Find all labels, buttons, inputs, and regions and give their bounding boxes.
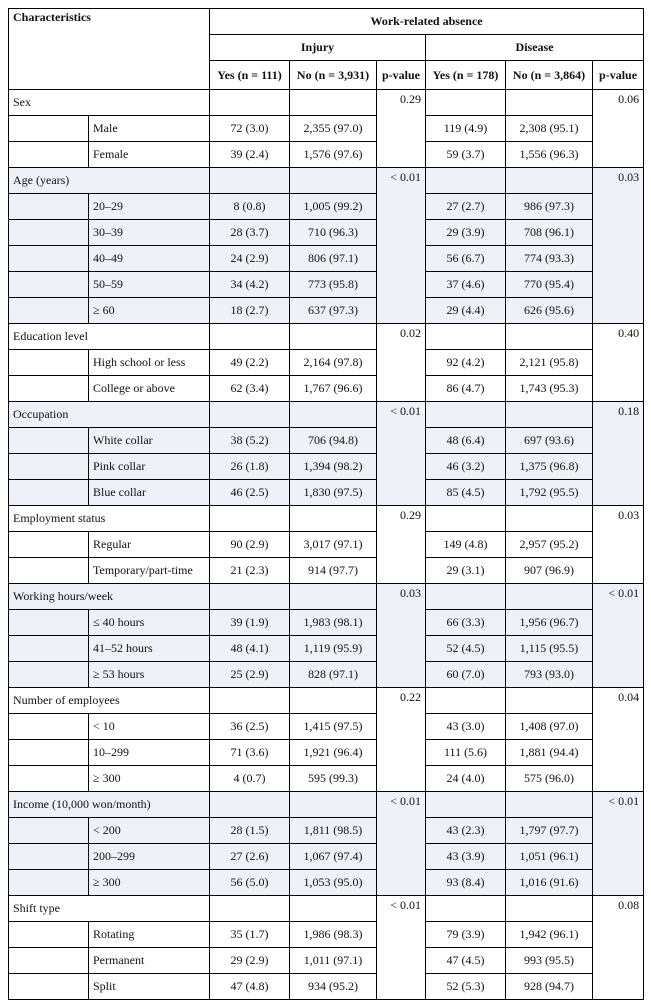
injury-yes-value: 48 (4.1) [210,636,290,662]
table-row [9,246,644,272]
empty-cell [506,896,593,922]
injury-pvalue: 0.03 [377,584,426,688]
empty-cell [506,168,593,194]
table-row [9,428,644,454]
injury-no-value: 710 (96.3) [290,220,377,246]
table-row [9,194,644,220]
table-row [9,272,644,298]
injury-yes-header: Yes (n = 111) [210,61,290,90]
injury-no-value: 1,767 (96.6) [290,376,377,402]
injury-pvalue: 0.22 [377,688,426,792]
disease-yes-value: 29 (4.4) [426,298,506,324]
category-label: Education level [9,324,210,350]
empty-cell [210,792,290,818]
injury-yes-value: 39 (1.9) [210,610,290,636]
indent-cell [9,116,89,142]
disease-yes-value: 111 (5.6) [426,740,506,766]
subcategory-label: White collar [89,428,210,454]
disease-no-value: 1,016 (91.6) [506,870,593,896]
injury-no-value: 828 (97.1) [290,662,377,688]
table-row [9,818,644,844]
injury-yes-value: 28 (3.7) [210,220,290,246]
disease-yes-value: 93 (8.4) [426,870,506,896]
subcategory-label: Regular [89,532,210,558]
disease-pvalue: 0.06 [593,90,644,168]
category-row [9,168,644,194]
disease-yes-value: 52 (4.5) [426,636,506,662]
disease-yes-value: 119 (4.9) [426,116,506,142]
table-row [9,844,644,870]
disease-no-value: 708 (96.1) [506,220,593,246]
injury-yes-value: 28 (1.5) [210,818,290,844]
disease-yes-value: 52 (5.3) [426,974,506,1000]
disease-no-value: 986 (97.3) [506,194,593,220]
subcategory-label: 200–299 [89,844,210,870]
subcategory-label: Permanent [89,948,210,974]
disease-no-value: 793 (93.0) [506,662,593,688]
table-row [9,948,644,974]
table-row [9,636,644,662]
category-row [9,324,644,350]
category-row [9,792,644,818]
injury-no-value: 934 (95.2) [290,974,377,1000]
empty-cell [426,168,506,194]
disease-no-value: 626 (95.6) [506,298,593,324]
disease-pvalue: 0.40 [593,324,644,402]
disease-yes-value: 47 (4.5) [426,948,506,974]
disease-no-value: 2,121 (95.8) [506,350,593,376]
disease-pvalue: 0.03 [593,506,644,584]
category-label: Number of employees [9,688,210,714]
disease-no-value: 2,308 (95.1) [506,116,593,142]
injury-yes-value: 38 (5.2) [210,428,290,454]
subcategory-label: College or above [89,376,210,402]
disease-no-value: 928 (94.7) [506,974,593,1000]
table-row [9,870,644,896]
empty-cell [210,688,290,714]
injury-no-value: 1,415 (97.5) [290,714,377,740]
injury-yes-value: 25 (2.9) [210,662,290,688]
empty-cell [426,688,506,714]
indent-cell [9,610,89,636]
empty-cell [290,792,377,818]
category-row [9,402,644,428]
indent-cell [9,194,89,220]
table-header [9,9,644,90]
table-row [9,454,644,480]
empty-cell [506,688,593,714]
disease-no-header: No (n = 3,864) [506,61,593,90]
empty-cell [426,324,506,350]
disease-no-value: 1,115 (95.5) [506,636,593,662]
indent-cell [9,974,89,1000]
disease-pvalue: 0.18 [593,402,644,506]
indent-cell [9,714,89,740]
subcategory-label: < 200 [89,818,210,844]
injury-no-value: 2,355 (97.0) [290,116,377,142]
empty-cell [506,324,593,350]
empty-cell [210,324,290,350]
injury-no-value: 1,119 (95.9) [290,636,377,662]
indent-cell [9,922,89,948]
empty-cell [290,324,377,350]
disease-yes-value: 60 (7.0) [426,662,506,688]
category-label: Income (10,000 won/month) [9,792,210,818]
injury-no-value: 1,830 (97.5) [290,480,377,506]
injury-yes-value: 29 (2.9) [210,948,290,974]
disease-pvalue: < 0.01 [593,792,644,896]
injury-no-value: 1,011 (97.1) [290,948,377,974]
disease-yes-value: 43 (3.0) [426,714,506,740]
injury-yes-value: 36 (2.5) [210,714,290,740]
category-row [9,506,644,532]
indent-cell [9,532,89,558]
table-row [9,532,644,558]
injury-no-value: 806 (97.1) [290,246,377,272]
subcategory-label: Female [89,142,210,168]
category-label: Age (years) [9,168,210,194]
subcategory-label: 50–59 [89,272,210,298]
subcategory-label: 20–29 [89,194,210,220]
disease-yes-value: 149 (4.8) [426,532,506,558]
injury-no-value: 595 (99.3) [290,766,377,792]
disease-yes-value: 29 (3.9) [426,220,506,246]
subcategory-label: < 10 [89,714,210,740]
injury-no-value: 1,811 (98.5) [290,818,377,844]
category-row [9,688,644,714]
disease-no-value: 1,792 (95.5) [506,480,593,506]
table-row [9,610,644,636]
subcategory-label: 41–52 hours [89,636,210,662]
injury-yes-value: 49 (2.2) [210,350,290,376]
subcategory-label: High school or less [89,350,210,376]
injury-no-value: 1,576 (97.6) [290,142,377,168]
injury-yes-value: 4 (0.7) [210,766,290,792]
table-row [9,974,644,1000]
category-label: Sex [9,90,210,116]
indent-cell [9,376,89,402]
disease-yes-value: 43 (2.3) [426,818,506,844]
subcategory-label: ≤ 40 hours [89,610,210,636]
empty-cell [506,402,593,428]
disease-no-value: 907 (96.9) [506,558,593,584]
injury-yes-value: 8 (0.8) [210,194,290,220]
category-label: Shift type [9,896,210,922]
indent-cell [9,636,89,662]
injury-no-value: 773 (95.8) [290,272,377,298]
table-row [9,662,644,688]
injury-header: Injury [210,35,426,61]
empty-cell [426,792,506,818]
disease-yes-value: 56 (6.7) [426,246,506,272]
category-row [9,584,644,610]
injury-yes-value: 62 (3.4) [210,376,290,402]
disease-no-value: 1,556 (96.3) [506,142,593,168]
disease-yes-value: 29 (3.1) [426,558,506,584]
empty-cell [426,896,506,922]
indent-cell [9,766,89,792]
empty-cell [290,90,377,116]
disease-yes-value: 48 (6.4) [426,428,506,454]
disease-yes-value: 66 (3.3) [426,610,506,636]
disease-no-value: 1,797 (97.7) [506,818,593,844]
injury-no-value: 1,394 (98.2) [290,454,377,480]
disease-no-value: 1,743 (95.3) [506,376,593,402]
indent-cell [9,558,89,584]
subcategory-label: 10–299 [89,740,210,766]
injury-no-value: 2,164 (97.8) [290,350,377,376]
category-row [9,896,644,922]
empty-cell [506,90,593,116]
indent-cell [9,740,89,766]
injury-no-value: 1,005 (99.2) [290,194,377,220]
indent-cell [9,662,89,688]
table-row [9,142,644,168]
injury-yes-value: 47 (4.8) [210,974,290,1000]
disease-pvalue-header: p-value [593,61,644,90]
indent-cell [9,272,89,298]
injury-yes-value: 18 (2.7) [210,298,290,324]
injury-yes-value: 34 (4.2) [210,272,290,298]
indent-cell [9,948,89,974]
indent-cell [9,220,89,246]
empty-cell [426,90,506,116]
injury-pvalue: < 0.01 [377,896,426,1000]
injury-pvalue: 0.29 [377,90,426,168]
empty-cell [506,792,593,818]
category-label: Working hours/week [9,584,210,610]
disease-no-value: 993 (95.5) [506,948,593,974]
empty-cell [290,896,377,922]
disease-yes-value: 46 (3.2) [426,454,506,480]
injury-yes-value: 24 (2.9) [210,246,290,272]
disease-no-value: 770 (95.4) [506,272,593,298]
injury-no-value: 1,921 (96.4) [290,740,377,766]
injury-no-header: No (n = 3,931) [290,61,377,90]
disease-yes-value: 27 (2.7) [426,194,506,220]
disease-yes-value: 37 (4.6) [426,272,506,298]
table-row [9,116,644,142]
disease-pvalue: 0.04 [593,688,644,792]
indent-cell [9,428,89,454]
injury-pvalue-header: p-value [377,61,426,90]
disease-no-value: 1,881 (94.4) [506,740,593,766]
empty-cell [290,584,377,610]
disease-header: Disease [426,35,644,61]
injury-yes-value: 35 (1.7) [210,922,290,948]
table-row [9,298,644,324]
injury-no-value: 637 (97.3) [290,298,377,324]
indent-cell [9,480,89,506]
disease-yes-value: 79 (3.9) [426,922,506,948]
injury-no-value: 1,067 (97.4) [290,844,377,870]
table-row [9,558,644,584]
injury-yes-value: 21 (2.3) [210,558,290,584]
empty-cell [210,402,290,428]
subcategory-label: Split [89,974,210,1000]
empty-cell [290,402,377,428]
injury-pvalue: < 0.01 [377,168,426,324]
injury-yes-value: 56 (5.0) [210,870,290,896]
indent-cell [9,818,89,844]
characteristics-table [8,8,644,1000]
disease-yes-value: 59 (3.7) [426,142,506,168]
characteristics-header: Characteristics [9,9,210,90]
injury-no-value: 914 (97.7) [290,558,377,584]
empty-cell [506,506,593,532]
empty-cell [210,90,290,116]
table-row [9,922,644,948]
disease-no-value: 575 (96.0) [506,766,593,792]
disease-yes-header: Yes (n = 178) [426,61,506,90]
disease-no-value: 1,051 (96.1) [506,844,593,870]
subcategory-label: 30–39 [89,220,210,246]
injury-yes-value: 90 (2.9) [210,532,290,558]
empty-cell [426,584,506,610]
indent-cell [9,350,89,376]
subcategory-label: ≥ 60 [89,298,210,324]
injury-pvalue: 0.29 [377,506,426,584]
indent-cell [9,246,89,272]
subcategory-label: 40–49 [89,246,210,272]
empty-cell [290,506,377,532]
category-row [9,90,644,116]
subcategory-label: ≥ 300 [89,766,210,792]
disease-yes-value: 85 (4.5) [426,480,506,506]
injury-yes-value: 27 (2.6) [210,844,290,870]
indent-cell [9,454,89,480]
disease-pvalue: < 0.01 [593,584,644,688]
table-row [9,376,644,402]
disease-yes-value: 24 (4.0) [426,766,506,792]
table-row [9,220,644,246]
indent-cell [9,298,89,324]
disease-no-value: 774 (93.3) [506,246,593,272]
disease-pvalue: 0.03 [593,168,644,324]
subcategory-label: ≥ 53 hours [89,662,210,688]
injury-pvalue: 0.02 [377,324,426,402]
subcategory-label: Temporary/part-time [89,558,210,584]
empty-cell [290,168,377,194]
injury-yes-value: 72 (3.0) [210,116,290,142]
injury-yes-value: 26 (1.8) [210,454,290,480]
subcategory-label: ≥ 300 [89,870,210,896]
subcategory-label: Pink collar [89,454,210,480]
disease-no-value: 1,956 (96.7) [506,610,593,636]
empty-cell [210,584,290,610]
injury-no-value: 1,986 (98.3) [290,922,377,948]
work-related-absence-header: Work-related absence [210,9,644,35]
injury-no-value: 1,983 (98.1) [290,610,377,636]
table-body [9,90,644,1000]
subcategory-label: Male [89,116,210,142]
disease-no-value: 1,408 (97.0) [506,714,593,740]
disease-no-value: 2,957 (95.2) [506,532,593,558]
empty-cell [210,168,290,194]
disease-no-value: 1,942 (96.1) [506,922,593,948]
empty-cell [506,584,593,610]
indent-cell [9,142,89,168]
indent-cell [9,844,89,870]
category-label: Employment status [9,506,210,532]
injury-yes-value: 39 (2.4) [210,142,290,168]
empty-cell [426,402,506,428]
injury-yes-value: 71 (3.6) [210,740,290,766]
disease-yes-value: 86 (4.7) [426,376,506,402]
empty-cell [210,506,290,532]
table-row [9,714,644,740]
injury-no-value: 1,053 (95.0) [290,870,377,896]
indent-cell [9,870,89,896]
disease-yes-value: 43 (3.9) [426,844,506,870]
disease-no-value: 697 (93.6) [506,428,593,454]
table-row [9,766,644,792]
table-row [9,350,644,376]
disease-no-value: 1,375 (96.8) [506,454,593,480]
category-label: Occupation [9,402,210,428]
table-row [9,480,644,506]
disease-yes-value: 92 (4.2) [426,350,506,376]
empty-cell [210,896,290,922]
injury-no-value: 706 (94.8) [290,428,377,454]
injury-yes-value: 46 (2.5) [210,480,290,506]
empty-cell [290,688,377,714]
empty-cell [426,506,506,532]
subcategory-label: Blue collar [89,480,210,506]
injury-no-value: 3,017 (97.1) [290,532,377,558]
injury-pvalue: < 0.01 [377,402,426,506]
table-row [9,740,644,766]
disease-pvalue: 0.08 [593,896,644,1000]
injury-pvalue: < 0.01 [377,792,426,896]
subcategory-label: Rotating [89,922,210,948]
